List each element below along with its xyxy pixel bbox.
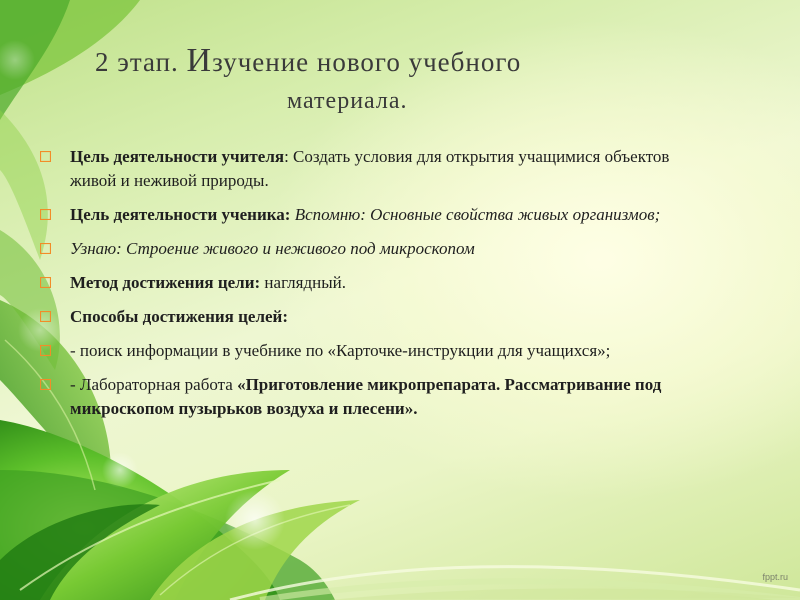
item-italic: Вспомню: Основные свойства живых организмов; [290,205,661,224]
bullet-icon [40,151,51,162]
bullet-icon [40,277,51,288]
watermark: fppt.ru [762,572,788,582]
item-bold: Способы достижения целей: [70,307,288,326]
list-item [40,145,720,193]
list-item [40,271,720,295]
bullet-icon [40,209,51,220]
item-italic: Узнаю: Строение живого и неживого под микроскопом [70,239,475,258]
item-bold: Метод достижения цели: [70,273,261,292]
list-item [40,237,720,261]
slide-title-line1 [95,42,521,80]
item-text: : Создать условия для открытия учащимися объектов живой и неживой природы. [70,147,670,190]
item-bold: Цель деятельности учителя [70,147,285,166]
slide-title-line2: материала. [287,88,408,114]
list-item [40,305,720,329]
item-bold: «Приготовление микропрепарата. Рассматривание под микроскопом пузырьков воздуха и плесени». [70,375,662,418]
bullet-icon [40,345,51,356]
list-item [40,339,720,363]
item-text: - Лабораторная работа [70,375,238,394]
bullet-icon [40,243,51,254]
bullet-list [40,145,720,431]
title-initial: И [186,42,213,79]
list-item [40,203,720,227]
list-item [40,373,720,421]
bullet-icon [40,379,51,390]
bullet-icon [40,311,51,322]
title-rest: зучение нового учебного [212,47,522,77]
item-text: - поиск информации в учебнике по «Карточке-инструкции для учащихся»; [70,341,611,360]
item-text: наглядный. [260,273,346,292]
item-bold: Цель деятельности ученика: [70,205,291,224]
title-prefix: 2 этап. [95,47,187,77]
